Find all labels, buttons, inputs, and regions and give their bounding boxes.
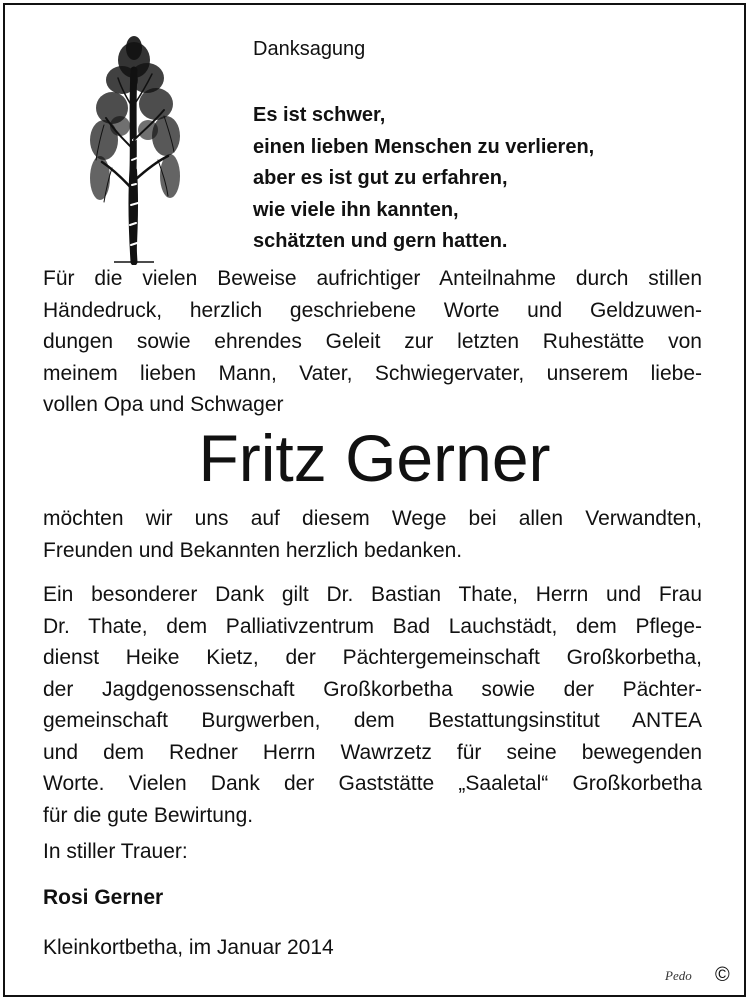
text-line: und dem Redner Herrn Wawrzetz für seine bewegenden	[43, 740, 702, 764]
text-line: für die gute Bewirtung.	[43, 803, 254, 827]
mourning-label: In stiller Trauer:	[43, 840, 188, 863]
poem	[253, 100, 594, 258]
text-line: Dr. Thate, dem Palliativzentrum Bad Lauchstädt, dem Pflege-	[43, 614, 702, 638]
poem-line: aber es ist gut zu erfahren,	[253, 167, 508, 189]
thanks-paragraph-intro	[43, 263, 702, 421]
text-line: gemeinschaft Burgwerben, dem Bestattungsinstitut ANTEA	[43, 709, 702, 732]
text-line: möchten wir uns auf diesem Wege bei allen Verwandten,	[43, 507, 702, 530]
thanks-paragraph-relatives	[43, 503, 702, 566]
poem-line: einen lieben Menschen zu verlieren,	[253, 135, 595, 158]
signer-name: Rosi Gerner	[43, 886, 164, 909]
text-line: Händedruck, herzlich geschriebene Worte und Geldzuwen-	[43, 298, 702, 322]
text-line: dienst Heike Kietz, der Pächtergemeinschaft Großkorbetha,	[43, 646, 702, 669]
text-line: Freunden und Bekannten herzlich bedanken.	[43, 538, 463, 562]
text-line: dungen sowie ehrendes Geleit zur letzten Ruhestätte von	[43, 330, 702, 353]
text-line: der Jagdgenossenschaft Großkorbetha sowie der Pächter-	[43, 677, 702, 701]
text-line: meinem lieben Mann, Vater, Schwiegervater, unserem liebe-	[43, 361, 702, 385]
poem-line: wie viele ihn kannten,	[253, 198, 459, 221]
poem-line: schätzten und gern hatten.	[253, 230, 508, 252]
deceased-name: Fritz Gerner	[198, 421, 551, 495]
poem-line: Es ist schwer,	[253, 104, 386, 126]
text-line: Für die vielen Beweise aufrichtiger Anteilnahme durch stillen	[43, 267, 702, 290]
notice-heading: Danksagung	[253, 38, 366, 60]
copyright-icon: ©	[715, 964, 730, 986]
place-date: Kleinkortbetha, im Januar 2014	[43, 936, 334, 959]
designer-credit: Pedo	[665, 968, 692, 983]
text-line: Ein besonderer Dank gilt Dr. Bastian Thate, Herrn und Frau	[43, 583, 702, 606]
special-thanks-paragraph	[43, 579, 702, 831]
birch-tree-icon	[84, 30, 184, 265]
text-line: vollen Opa und Schwager	[43, 393, 284, 416]
text-line: Worte. Vielen Dank der Gaststätte „Saaletal“ Großkorbetha	[43, 772, 702, 795]
